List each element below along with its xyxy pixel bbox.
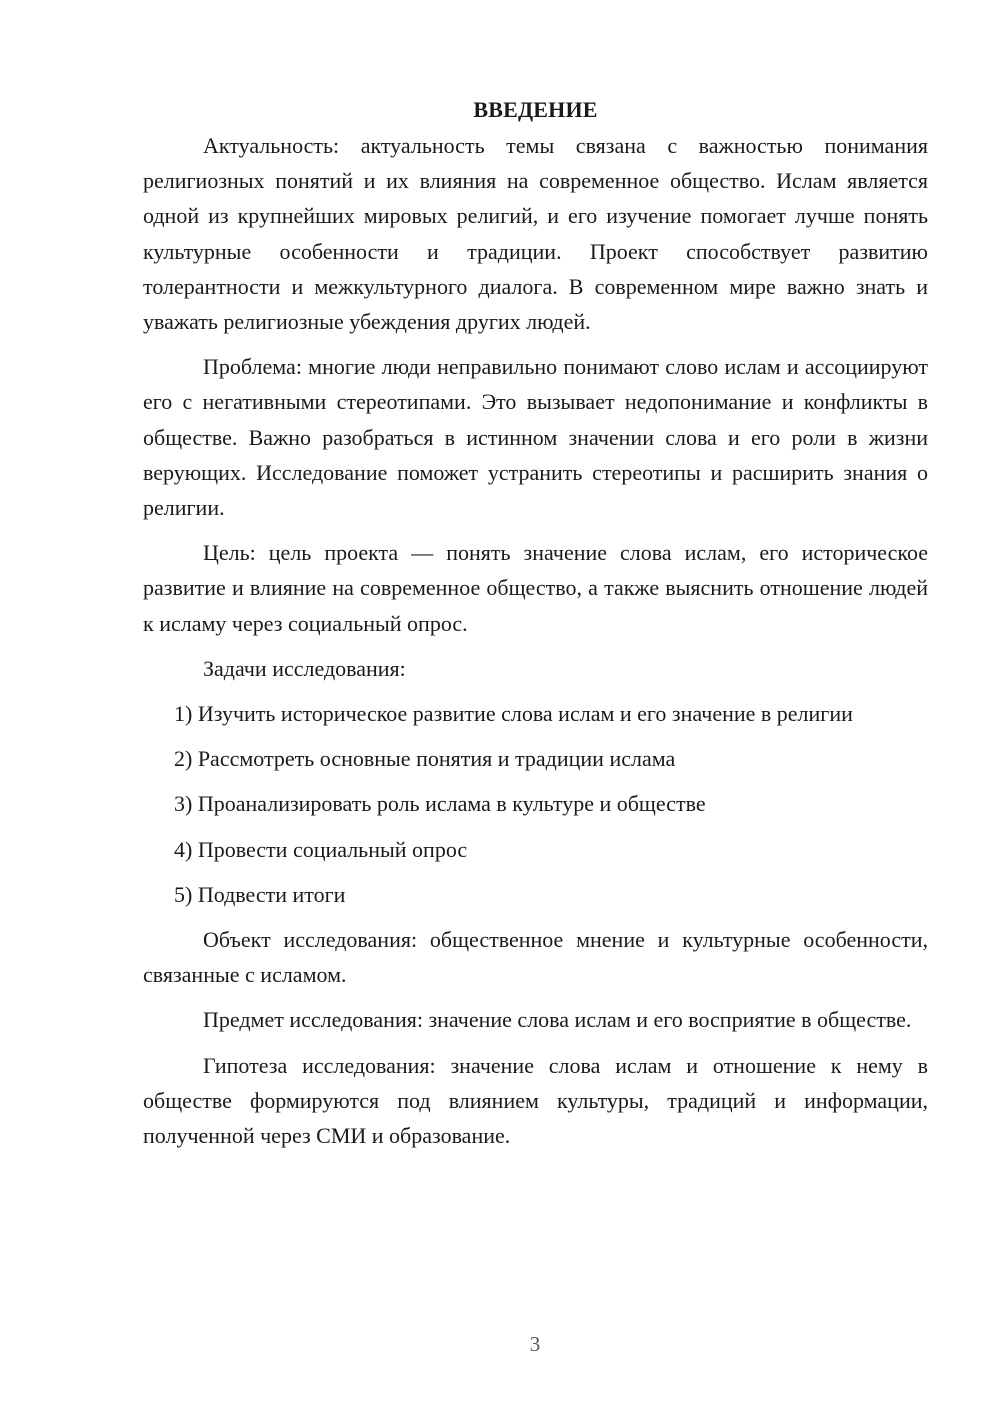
- paragraph-problem: Проблема: многие люди неправильно понимают слово ислам и ассоциируют его с негативными стереотипами. Это вызывает недопонимание и конфликты в обществе. Важно разобраться в истинном значении слова и его роли в жизни верующих. Исследование поможет устранить стереотипы и расширить знания о религии.: [143, 354, 928, 521]
- tasks-heading: Задачи исследования:: [203, 655, 406, 681]
- paragraph-subject: Предмет исследования: значение слова ислам и его восприятие в обществе.: [203, 1007, 912, 1033]
- paragraph-object: Объект исследования: общественное мнение и культурные особенности, связанные с исламом.: [143, 927, 928, 988]
- task-item-4: 4) Провести социальный опрос: [174, 836, 468, 862]
- document-page: [143, 92, 928, 1163]
- paragraph-goal: Цель: цель проекта — понять значение слова ислам, его историческое развитие и влияние на современное общество, а также выяснить отношение людей к исламу через социальный опрос.: [143, 540, 928, 636]
- page-number: 3: [529, 1332, 541, 1356]
- task-item-3: 3) Проанализировать роль ислама в культуре и обществе: [174, 791, 706, 817]
- paragraph-relevance: Актуальность: актуальность темы связана с важностью понимания религиозных понятий и их влияния на современное общество. Ислам является одной из крупнейших мировых религий, и его изучение помогает лучше понять культурные особенности и традиции. Проект способствует развитию толерантности и межкультурного диалога. В современном мире важно знать и уважать религиозные убеждения других людей.: [143, 133, 928, 335]
- task-item-5: 5) Подвести итоги: [174, 881, 346, 907]
- task-item-1: 1) Изучить историческое развитие слова ислам и его значение в религии: [174, 701, 853, 727]
- paragraph-hypothesis: Гипотеза исследования: значение слова ислам и отношение к нему в обществе формируются под влиянием культуры, традиций и информации, полученной через СМИ и образование.: [143, 1052, 928, 1149]
- task-item-2: 2) Рассмотреть основные понятия и традиции ислама: [174, 746, 676, 772]
- page-title: ВВЕДЕНИЕ: [473, 97, 598, 122]
